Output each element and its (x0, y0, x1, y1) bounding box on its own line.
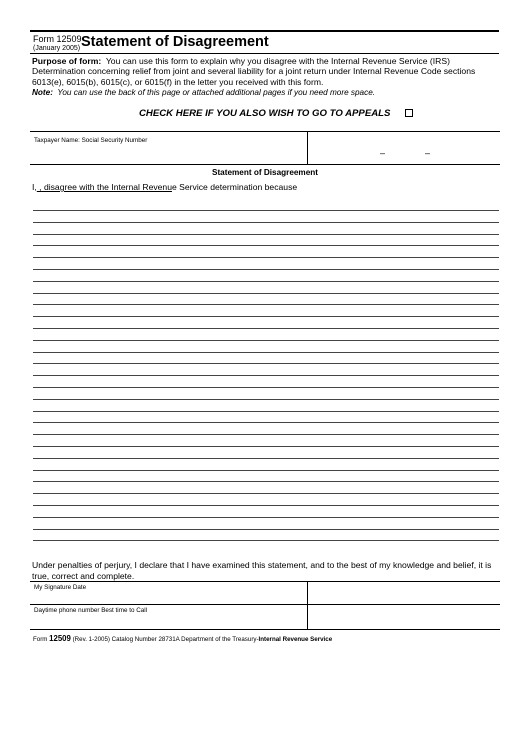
writing-line[interactable] (33, 529, 499, 530)
writing-line[interactable] (33, 281, 499, 282)
writing-line[interactable] (33, 375, 499, 376)
taxpayer-box-top-rule (30, 131, 500, 132)
writing-line[interactable] (33, 269, 499, 270)
writing-line[interactable] (33, 316, 499, 317)
writing-line[interactable] (33, 540, 499, 541)
appeals-label: CHECK HERE IF YOU ALSO WISH TO GO TO APPEALS (139, 108, 391, 119)
writing-line[interactable] (33, 399, 499, 400)
purpose-text: You can use this form to explain why you disagree with the Internal Revenue Service (IRS) Determination concerning relief from joint and several liability for a joint return under Internal Revenue Code sections 6013(e), 6015(b), 6015(c), or 6015(f) in the letter you received with this form. (32, 56, 476, 87)
writing-line[interactable] (33, 340, 499, 341)
note-paragraph (32, 88, 375, 97)
writing-line[interactable] (33, 446, 499, 447)
writing-line[interactable] (33, 257, 499, 258)
signature-box-top-rule (30, 581, 500, 582)
writing-line[interactable] (33, 505, 499, 506)
writing-line[interactable] (33, 422, 499, 423)
note-text: You can use the back of this page or attached additional pages if you need more space. (57, 88, 376, 97)
writing-line[interactable] (33, 493, 499, 494)
signature-box-bottom-rule (30, 629, 500, 630)
writing-line[interactable] (33, 222, 499, 223)
writing-line[interactable] (33, 411, 499, 412)
writing-line[interactable] (33, 328, 499, 329)
writing-line[interactable] (33, 434, 499, 435)
writing-line[interactable] (33, 363, 499, 364)
writing-line[interactable] (33, 481, 499, 482)
statement-heading: Statement of Disagreement (211, 168, 318, 177)
taxpayer-box-bottom-rule (30, 164, 500, 165)
page-title: Statement of Disagreement (81, 34, 269, 50)
writing-line[interactable] (33, 470, 499, 471)
writing-line[interactable] (33, 210, 499, 211)
writing-line[interactable] (33, 293, 499, 294)
footer-agency: Internal Revenue Service (258, 636, 333, 643)
signature-date-label: My Signature Date (34, 584, 87, 591)
perjury-statement: Under penalties of perjury, I declare that I have examined this statement, and to the best of my knowledge and belief, it is true, correct and complete. (32, 560, 492, 581)
writing-line[interactable] (33, 304, 499, 305)
writing-line[interactable] (33, 234, 499, 235)
intro-underlined-text: disagree with the Internal Revenu (41, 182, 172, 192)
footer (33, 634, 332, 643)
writing-line[interactable] (33, 352, 499, 353)
writing-line[interactable] (33, 387, 499, 388)
phone-best-time-label: Daytime phone number Best time to Call (34, 607, 148, 614)
header-top-rule (30, 30, 499, 32)
writing-line[interactable] (33, 517, 499, 518)
ssn-dash-1: – (380, 148, 386, 158)
footer-form-label: Form (33, 636, 48, 643)
footer-rest: (Rev. 1-2005) Catalog Number 28731A Department of the Treasury- (72, 636, 259, 643)
purpose-label: Purpose of form: (32, 56, 102, 66)
intro-rest-text: e Service determination because (171, 182, 298, 192)
writing-line[interactable] (33, 245, 499, 246)
form-date: (January 2005) (33, 45, 81, 52)
signature-box-mid-rule (30, 604, 500, 605)
statement-intro (32, 182, 297, 192)
taxpayer-name-ssn-label: Taxpayer Name: Social Security Number (34, 137, 148, 144)
purpose-paragraph (32, 56, 500, 87)
footer-form-number: 12509 (49, 634, 71, 643)
writing-line[interactable] (33, 458, 499, 459)
note-label: Note: (32, 88, 53, 97)
intro-prefix: I, (32, 182, 37, 192)
signature-box-divider (307, 581, 308, 629)
header-bottom-rule (30, 53, 499, 54)
appeals-checkbox[interactable] (405, 109, 413, 117)
intro-name-blank[interactable]: , (36, 182, 42, 192)
ssn-dash-2: – (425, 148, 431, 158)
taxpayer-box-divider (307, 131, 308, 164)
form-number: Form 12509 (33, 34, 82, 44)
